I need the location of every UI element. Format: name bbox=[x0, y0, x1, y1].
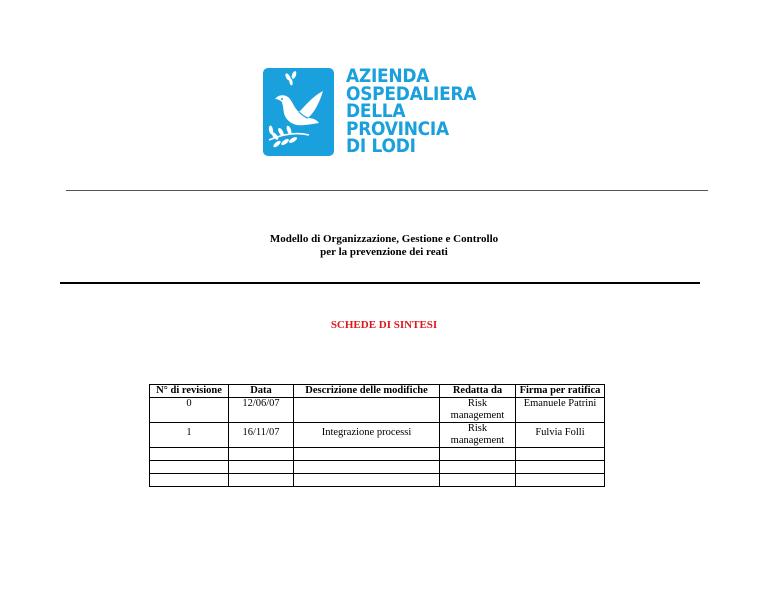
document-title bbox=[0, 233, 768, 259]
cell-signature: Emanuele Patrini bbox=[516, 398, 605, 423]
logo-line: PROVINCIA bbox=[346, 118, 449, 140]
cell-description: Integrazione processi bbox=[294, 423, 440, 448]
cell-date: 12/06/07 bbox=[229, 398, 294, 423]
cell-revision-number: 1 bbox=[150, 423, 229, 448]
col-header-description: Descrizione delle modifiche bbox=[294, 385, 440, 398]
title-line-2: per la prevenzione dei reati bbox=[320, 246, 448, 258]
section-title: SCHEDE DI SINTESI bbox=[330, 319, 438, 331]
col-header-signature: Firma per ratifica bbox=[516, 385, 605, 398]
table-row-empty bbox=[150, 474, 605, 487]
revision-table bbox=[149, 384, 605, 487]
col-header-revision-number: N° di revisione bbox=[150, 385, 229, 398]
logo-line: AZIENDA bbox=[346, 66, 430, 87]
dove-with-olive-branch-icon bbox=[263, 68, 334, 156]
middle-divider bbox=[60, 282, 700, 284]
col-header-date: Data bbox=[229, 385, 294, 398]
logo-emblem bbox=[263, 68, 334, 156]
cell-author: Risk management bbox=[440, 398, 516, 423]
logo-line: OSPEDALIERA bbox=[346, 83, 477, 105]
logo-line: DELLA bbox=[346, 101, 406, 122]
top-divider bbox=[66, 190, 708, 191]
cell-signature: Fulvia Folli bbox=[516, 423, 605, 448]
col-header-author: Redatta da bbox=[440, 385, 516, 398]
cell-author: Risk management bbox=[440, 423, 516, 448]
table-header-row bbox=[150, 385, 605, 398]
cell-revision-number: 0 bbox=[150, 398, 229, 423]
table-row bbox=[150, 423, 605, 448]
company-logo bbox=[263, 68, 483, 158]
table-row-empty bbox=[150, 448, 605, 461]
title-line-1: Modello di Organizzazione, Gestione e Controllo bbox=[269, 233, 499, 245]
table-row-empty bbox=[150, 461, 605, 474]
table-row bbox=[150, 398, 605, 423]
logo-wordmark bbox=[346, 68, 476, 156]
logo-line: DI LODI bbox=[346, 136, 416, 157]
cell-date: 16/11/07 bbox=[229, 423, 294, 448]
cell-description bbox=[294, 398, 440, 423]
